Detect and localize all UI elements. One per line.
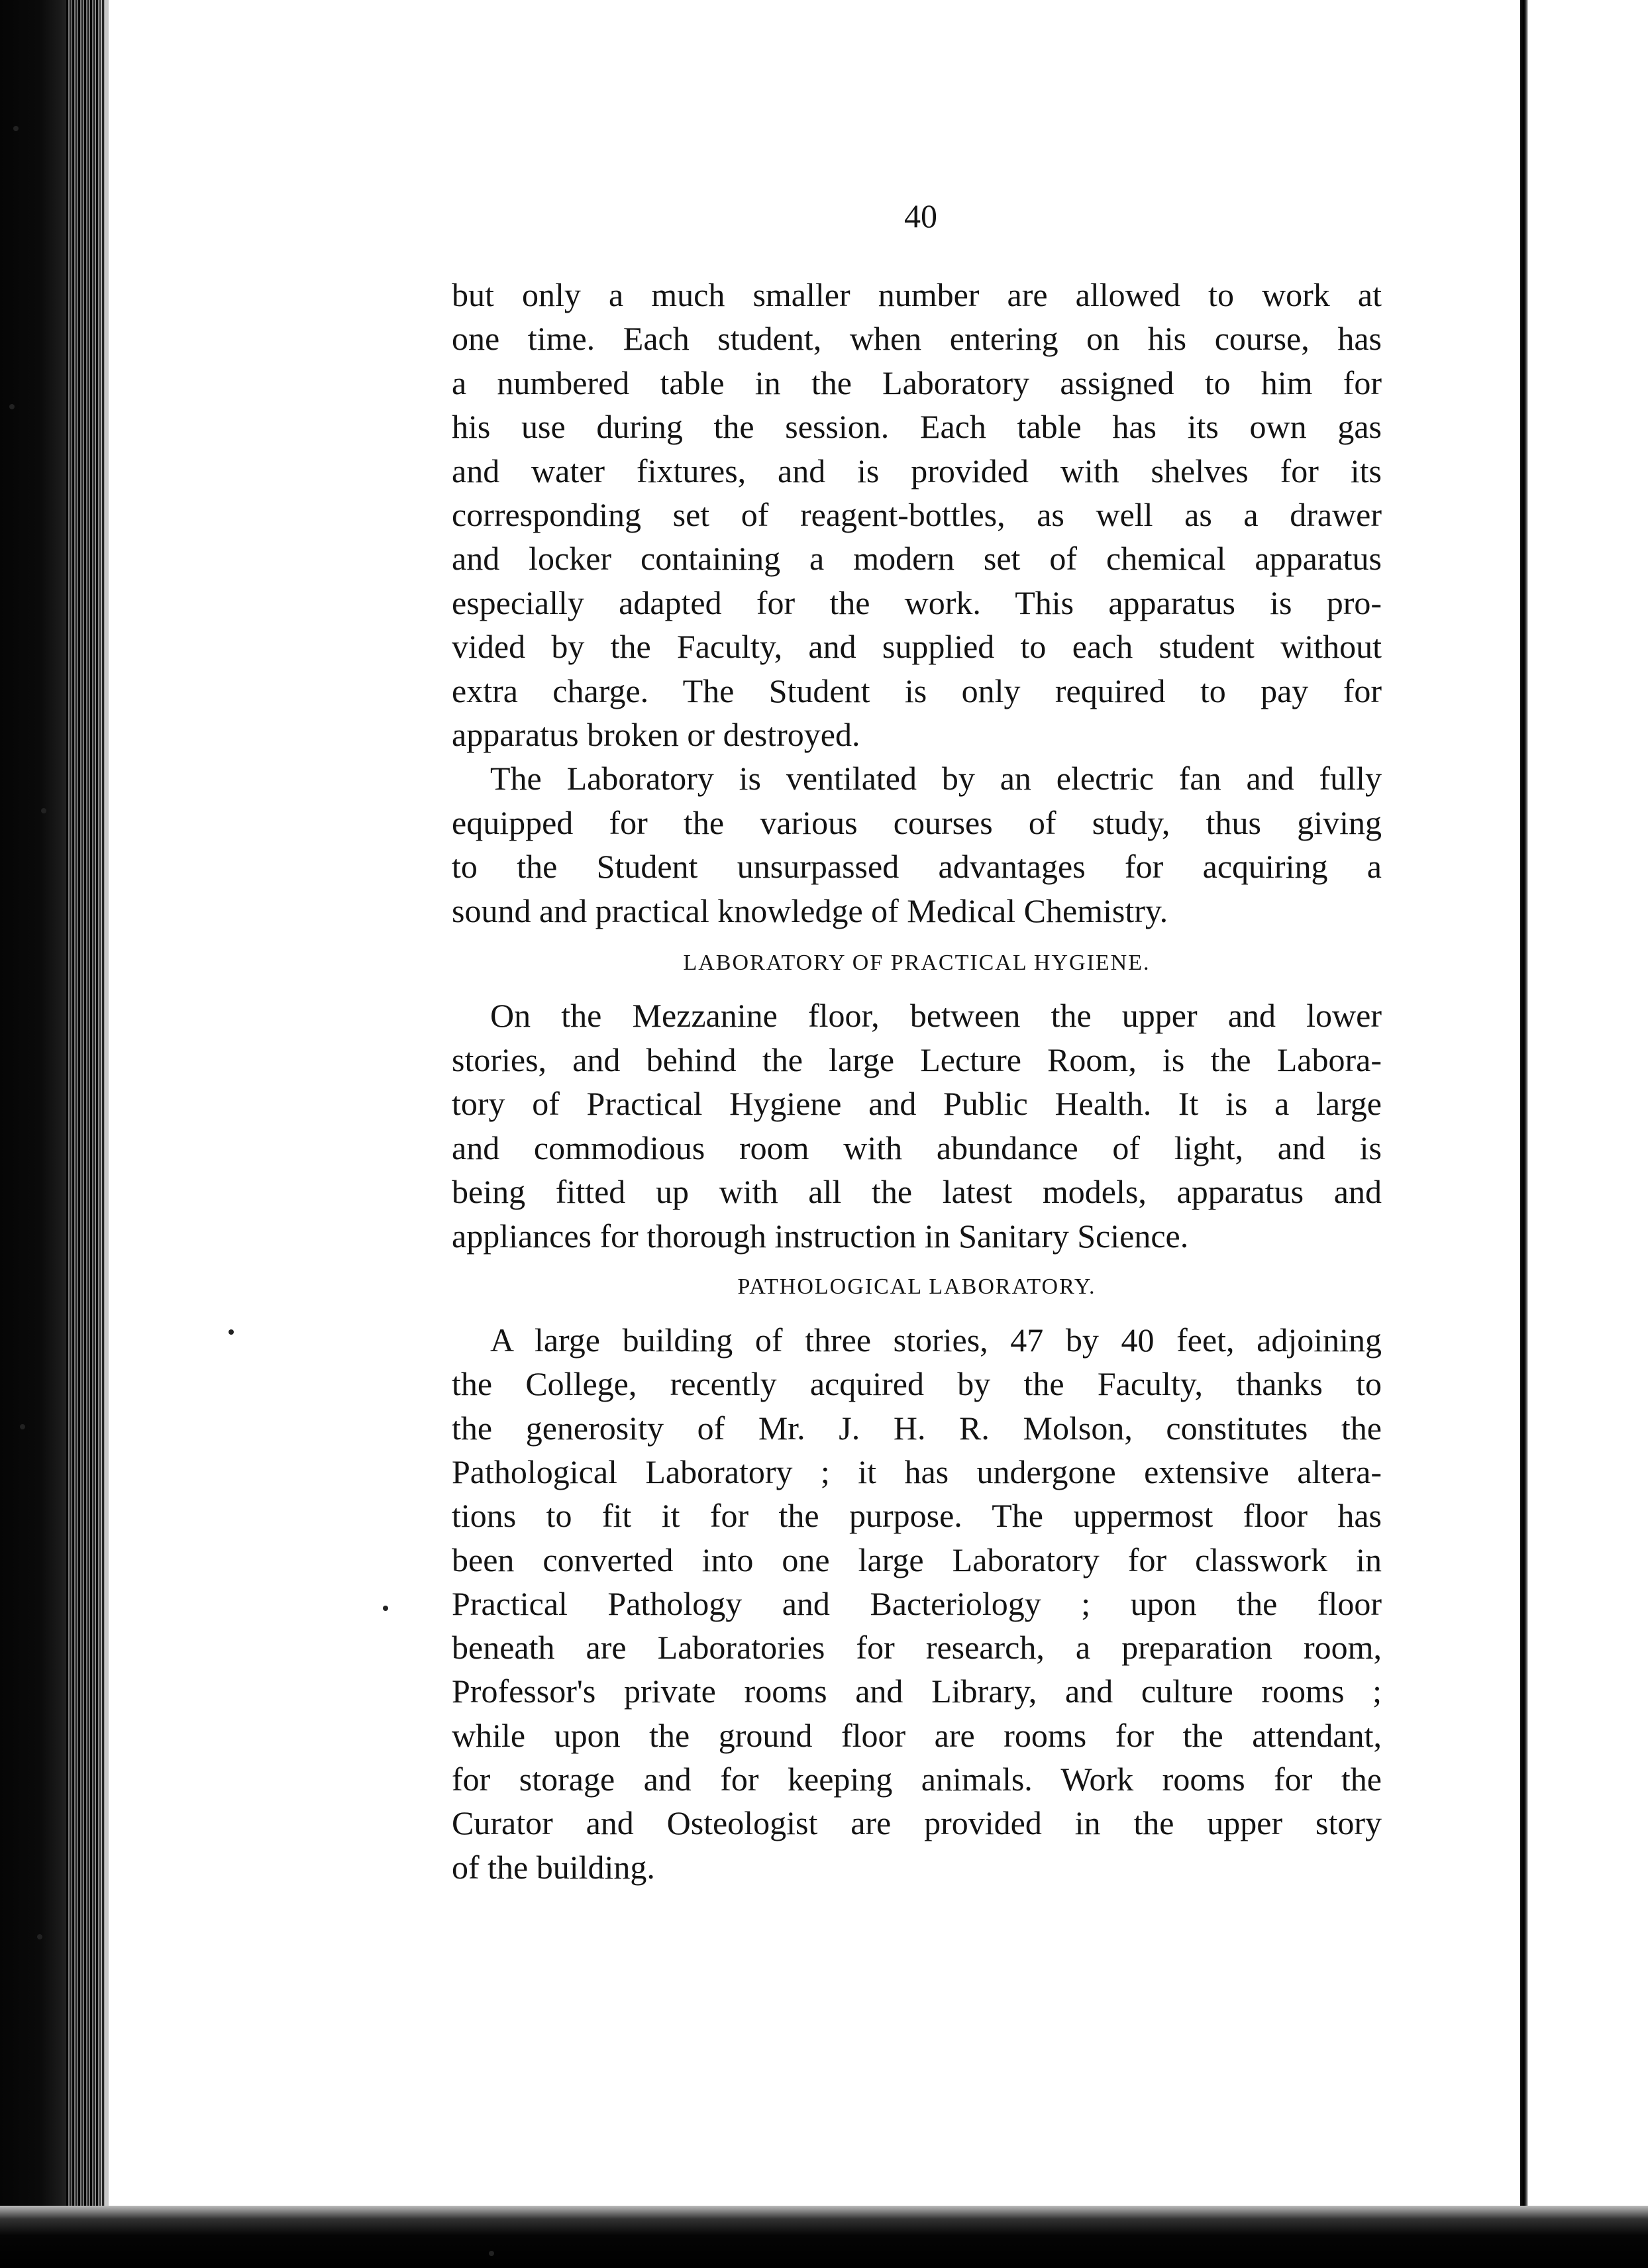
text-line: his use during the session. Each table has its own gas (452, 408, 1382, 445)
text-line: apparatus broken or destroyed. (452, 716, 860, 753)
text-line: being fitted up with all the latest models, apparatus and (452, 1173, 1382, 1210)
text-line: to the Student unsurpassed advantages for acquiring a (452, 848, 1382, 885)
text-line: Pathological Laboratory ; it has undergone extensive altera- (452, 1453, 1382, 1490)
text-line: extra charge. The Student is only required to pay for (452, 672, 1382, 709)
text-line: tions to fit it for the purpose. The uppermost floor has (452, 1497, 1382, 1534)
text-line: been converted into one large Laboratory for classwork in (452, 1541, 1382, 1578)
text-line: of the building. (452, 1849, 655, 1886)
text-line: the generosity of Mr. J. H. R. Molson, constitutes the (452, 1410, 1382, 1447)
text-line: The Laboratory is ventilated by an electric fan and fully (490, 760, 1382, 797)
text-line: A large building of three stories, 47 by 40 feet, adjoining (490, 1321, 1382, 1359)
text-line: corresponding set of reagent-bottles, as well as a drawer (452, 496, 1382, 533)
section-heading: LABORATORY OF PRACTICAL HYGIENE. (683, 951, 1151, 975)
text-line: Practical Pathology and Bacteriology ; upon the floor (452, 1585, 1382, 1622)
text-line: and water fixtures, and is provided with shelves for its (452, 452, 1382, 490)
text-line: one time. Each student, when entering on his course, has (452, 320, 1382, 357)
text-line: vided by the Faculty, and supplied to each student without (452, 628, 1382, 665)
text-line: stories, and behind the large Lecture Room, is the Labora- (452, 1041, 1382, 1078)
text-line: for storage and for keeping animals. Work rooms for the (452, 1761, 1382, 1798)
text-line: tory of Practical Hygiene and Public Health. It is a large (452, 1085, 1382, 1122)
text-line: On the Mezzanine floor, between the upper and lower (490, 997, 1382, 1034)
text-line: sound and practical knowledge of Medical Chemistry. (452, 892, 1168, 929)
text-line: a numbered table in the Laboratory assigned to him for (452, 364, 1382, 401)
section-heading: PATHOLOGICAL LABORATORY. (737, 1274, 1096, 1299)
text-line: equipped for the various courses of study, thus giving (452, 804, 1382, 841)
text-line: beneath are Laboratories for research, a preparation room, (452, 1629, 1382, 1666)
text-line: Curator and Osteologist are provided in the upper story (452, 1804, 1382, 1841)
text-line: especially adapted for the work. This apparatus is pro- (452, 584, 1382, 621)
text-line: but only a much smaller number are allowed to work at (452, 276, 1382, 313)
text-line: and commodious room with abundance of light, and is (452, 1129, 1382, 1166)
page-number: 40 (904, 197, 937, 234)
text-line: appliances for thorough instruction in Sanitary Science. (452, 1217, 1189, 1255)
text-line: the College, recently acquired by the Faculty, thanks to (452, 1365, 1382, 1402)
text-line: and locker containing a modern set of chemical apparatus (452, 540, 1382, 577)
text-line: Professor's private rooms and Library, and culture rooms ; (452, 1673, 1382, 1710)
text-line: while upon the ground floor are rooms for the attendant, (452, 1717, 1382, 1754)
